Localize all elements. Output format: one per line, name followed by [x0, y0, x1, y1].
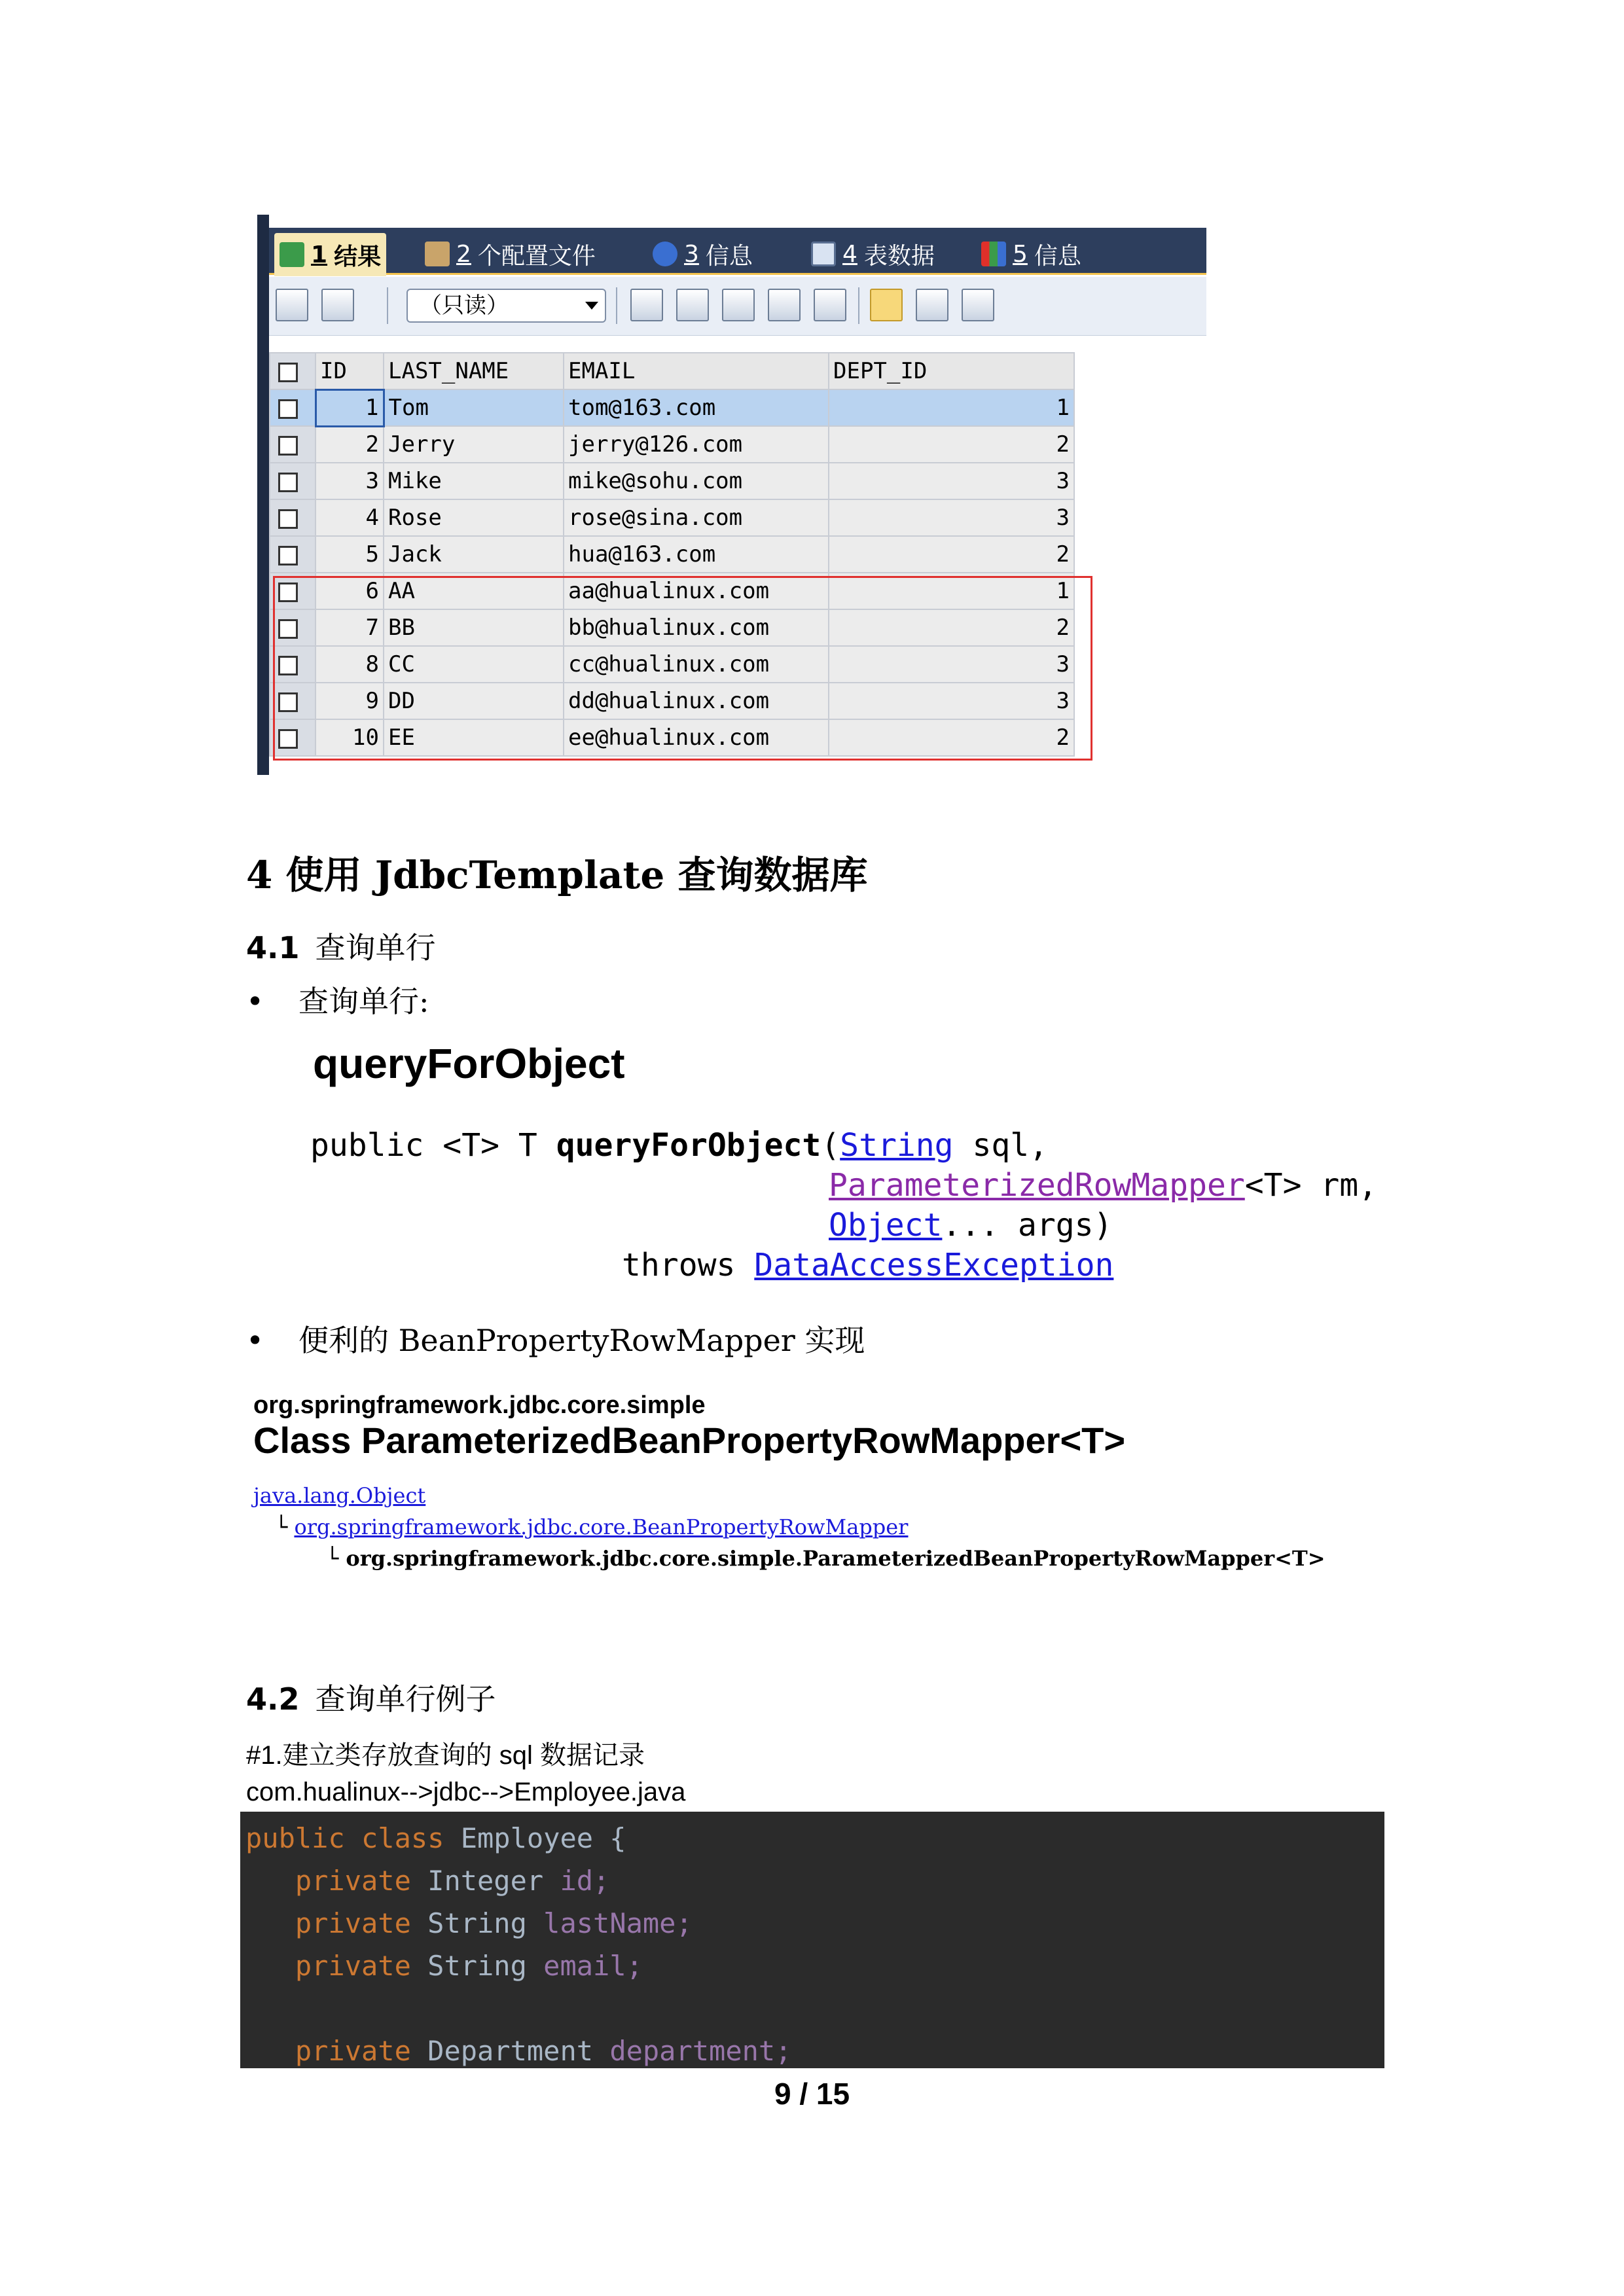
- row-checkbox[interactable]: [270, 646, 316, 683]
- row-checkbox[interactable]: [270, 426, 316, 463]
- paragraph: #1.建立类存放查询的 sql 数据记录: [246, 1741, 645, 1770]
- type-link[interactable]: ParameterizedRowMapper: [829, 1167, 1245, 1204]
- section-number: 4.1: [246, 930, 300, 965]
- table-row[interactable]: [270, 683, 1074, 719]
- table-row[interactable]: [270, 463, 1074, 499]
- divider: [616, 287, 617, 324]
- column-header[interactable]: EMAIL: [564, 353, 829, 389]
- cell-last-name[interactable]: CC: [384, 646, 564, 683]
- result-toolbar: [269, 277, 1206, 336]
- section-title: 查询单行例子: [315, 1681, 496, 1717]
- table-row[interactable]: [270, 389, 1074, 426]
- section-heading: 4 使用 JdbcTemplate 查询数据库: [246, 853, 868, 897]
- cell-id[interactable]: 2: [316, 426, 384, 463]
- class-link[interactable]: java.lang.Object: [253, 1483, 426, 1508]
- cell-email[interactable]: rose@sina.com: [564, 499, 829, 536]
- column-header[interactable]: ID: [316, 353, 384, 389]
- cell-email[interactable]: ee@hualinux.com: [564, 719, 829, 756]
- cell-dept-id[interactable]: 1: [829, 573, 1074, 609]
- cell-email[interactable]: cc@hualinux.com: [564, 646, 829, 683]
- table-data-icon: [811, 242, 836, 266]
- cell-email[interactable]: bb@hualinux.com: [564, 609, 829, 646]
- section-title: 查询单行: [315, 930, 436, 965]
- profile-icon: [425, 242, 450, 266]
- duplicate-row-icon[interactable]: [676, 289, 709, 321]
- cell-id[interactable]: 3: [316, 463, 384, 499]
- chevron-down-icon: [585, 302, 598, 310]
- info-icon: [653, 242, 677, 266]
- cell-id[interactable]: 1: [316, 389, 384, 426]
- hierarchy-level-2: [275, 1515, 908, 1539]
- table-row[interactable]: [270, 609, 1074, 646]
- package-name: org.springframework.jdbc.core.simple: [253, 1391, 706, 1419]
- cell-id[interactable]: 9: [316, 683, 384, 719]
- cell-last-name[interactable]: BB: [384, 609, 564, 646]
- subsection-heading-4-1: [246, 924, 436, 967]
- section-number: 4.2: [246, 1681, 300, 1717]
- cell-email[interactable]: jerry@126.com: [564, 426, 829, 463]
- grid-icon[interactable]: [276, 289, 308, 321]
- tab-info[interactable]: 3 信息: [647, 234, 758, 274]
- cell-id[interactable]: 10: [316, 719, 384, 756]
- tree-connector-icon: └: [275, 1515, 295, 1539]
- bullet-item: • 查询单行:: [246, 984, 429, 1019]
- row-checkbox[interactable]: [270, 389, 316, 426]
- type-link[interactable]: Object: [829, 1207, 943, 1244]
- grid-header-row: [270, 353, 1074, 389]
- divider: [858, 287, 859, 324]
- type-link[interactable]: String: [840, 1127, 954, 1164]
- delete-icon[interactable]: [768, 289, 801, 321]
- row-checkbox[interactable]: [270, 463, 316, 499]
- row-checkbox[interactable]: [270, 573, 316, 609]
- cell-last-name[interactable]: Jack: [384, 536, 564, 573]
- result-icon: [280, 242, 304, 267]
- query-result-screenshot: [257, 215, 1206, 775]
- cell-last-name[interactable]: Mike: [384, 463, 564, 499]
- cell-dept-id[interactable]: 2: [829, 609, 1074, 646]
- table-row[interactable]: [270, 719, 1074, 756]
- row-checkbox[interactable]: [270, 683, 316, 719]
- row-checkbox[interactable]: [270, 536, 316, 573]
- tab-table-data[interactable]: 4 表数据: [806, 234, 940, 274]
- row-checkbox[interactable]: [270, 499, 316, 536]
- cell-dept-id[interactable]: 1: [829, 389, 1074, 426]
- cell-dept-id[interactable]: 3: [829, 646, 1074, 683]
- cell-last-name[interactable]: Tom: [384, 389, 564, 426]
- cell-last-name[interactable]: Jerry: [384, 426, 564, 463]
- tab-profile[interactable]: 2 个配置文件: [420, 234, 601, 274]
- window-left-edge: [257, 215, 269, 775]
- cell-email[interactable]: mike@sohu.com: [564, 463, 829, 499]
- table-row[interactable]: [270, 646, 1074, 683]
- cell-last-name[interactable]: EE: [384, 719, 564, 756]
- row-checkbox[interactable]: [270, 719, 316, 756]
- add-row-icon[interactable]: [630, 289, 663, 321]
- type-link[interactable]: DataAccessException: [754, 1247, 1114, 1283]
- result-grid: [269, 352, 1075, 757]
- cell-last-name[interactable]: AA: [384, 573, 564, 609]
- cell-dept-id[interactable]: 2: [829, 536, 1074, 573]
- cell-id[interactable]: 5: [316, 536, 384, 573]
- bullet-icon: •: [246, 984, 264, 1019]
- subsection-heading-4-2: [246, 1676, 496, 1719]
- tab-info-2[interactable]: 5 信息: [976, 234, 1087, 274]
- cell-dept-id[interactable]: 3: [829, 499, 1074, 536]
- select-all-checkbox[interactable]: [270, 353, 316, 389]
- export-icon[interactable]: [321, 289, 354, 321]
- class-link[interactable]: org.springframework.jdbc.core.BeanPropertyRowMapper: [294, 1515, 909, 1539]
- class-title: Class ParameterizedBeanPropertyRowMapper<T>: [253, 1420, 1126, 1461]
- cell-dept-id[interactable]: 3: [829, 463, 1074, 499]
- info-icon: [981, 242, 1006, 266]
- cell-email[interactable]: hua@163.com: [564, 536, 829, 573]
- cell-dept-id[interactable]: 2: [829, 426, 1074, 463]
- cancel-icon[interactable]: [814, 289, 846, 321]
- table-row[interactable]: [270, 499, 1074, 536]
- mode-select[interactable]: （只读）: [406, 289, 606, 323]
- cell-email[interactable]: tom@163.com: [564, 389, 829, 426]
- table-row[interactable]: [270, 536, 1074, 573]
- table-row[interactable]: [270, 426, 1074, 463]
- hierarchy-level-1: [253, 1483, 425, 1508]
- cell-email[interactable]: aa@hualinux.com: [564, 573, 829, 609]
- method-signature: public <T> T queryForObject(String sql, ParameterizedRowMapper<T> rm, Object... args) throws DataAccessException: [310, 1127, 1378, 1283]
- code-block: public class Employee { private Integer id; private String lastName; private String email; private Department department;: [240, 1812, 1384, 2068]
- column-header[interactable]: DEPT_ID: [829, 353, 1074, 389]
- cell-last-name[interactable]: Rose: [384, 499, 564, 536]
- cell-dept-id[interactable]: 2: [829, 719, 1074, 756]
- cell-id[interactable]: 6: [316, 573, 384, 609]
- table-row[interactable]: [270, 573, 1074, 609]
- page-number: 9 / 15: [774, 2077, 850, 2111]
- tab-result[interactable]: 1 结果: [274, 233, 386, 276]
- cell-dept-id[interactable]: 3: [829, 683, 1074, 719]
- cell-last-name[interactable]: DD: [384, 683, 564, 719]
- method-title: queryForObject: [313, 1040, 625, 1087]
- divider: [387, 287, 388, 324]
- bullet-icon: •: [246, 1323, 264, 1358]
- file-path: com.hualinux-->jdbc-->Employee.java: [246, 1778, 686, 1806]
- bullet-item: • 便利的 BeanPropertyRowMapper 实现: [246, 1323, 865, 1358]
- hierarchy-level-3: └ org.springframework.jdbc.core.simple.ParameterizedBeanPropertyRowMapper<T>: [326, 1546, 1326, 1571]
- result-tab-bar: [269, 228, 1206, 275]
- column-header[interactable]: LAST_NAME: [384, 353, 564, 389]
- cell-id[interactable]: 8: [316, 646, 384, 683]
- form-view-icon[interactable]: [916, 289, 948, 321]
- cell-id[interactable]: 7: [316, 609, 384, 646]
- row-checkbox[interactable]: [270, 609, 316, 646]
- tree-connector-icon: └: [326, 1546, 346, 1571]
- cell-email[interactable]: dd@hualinux.com: [564, 683, 829, 719]
- text-view-icon[interactable]: [962, 289, 994, 321]
- save-icon[interactable]: [722, 289, 755, 321]
- cell-id[interactable]: 4: [316, 499, 384, 536]
- grid-view-icon[interactable]: [870, 289, 903, 321]
